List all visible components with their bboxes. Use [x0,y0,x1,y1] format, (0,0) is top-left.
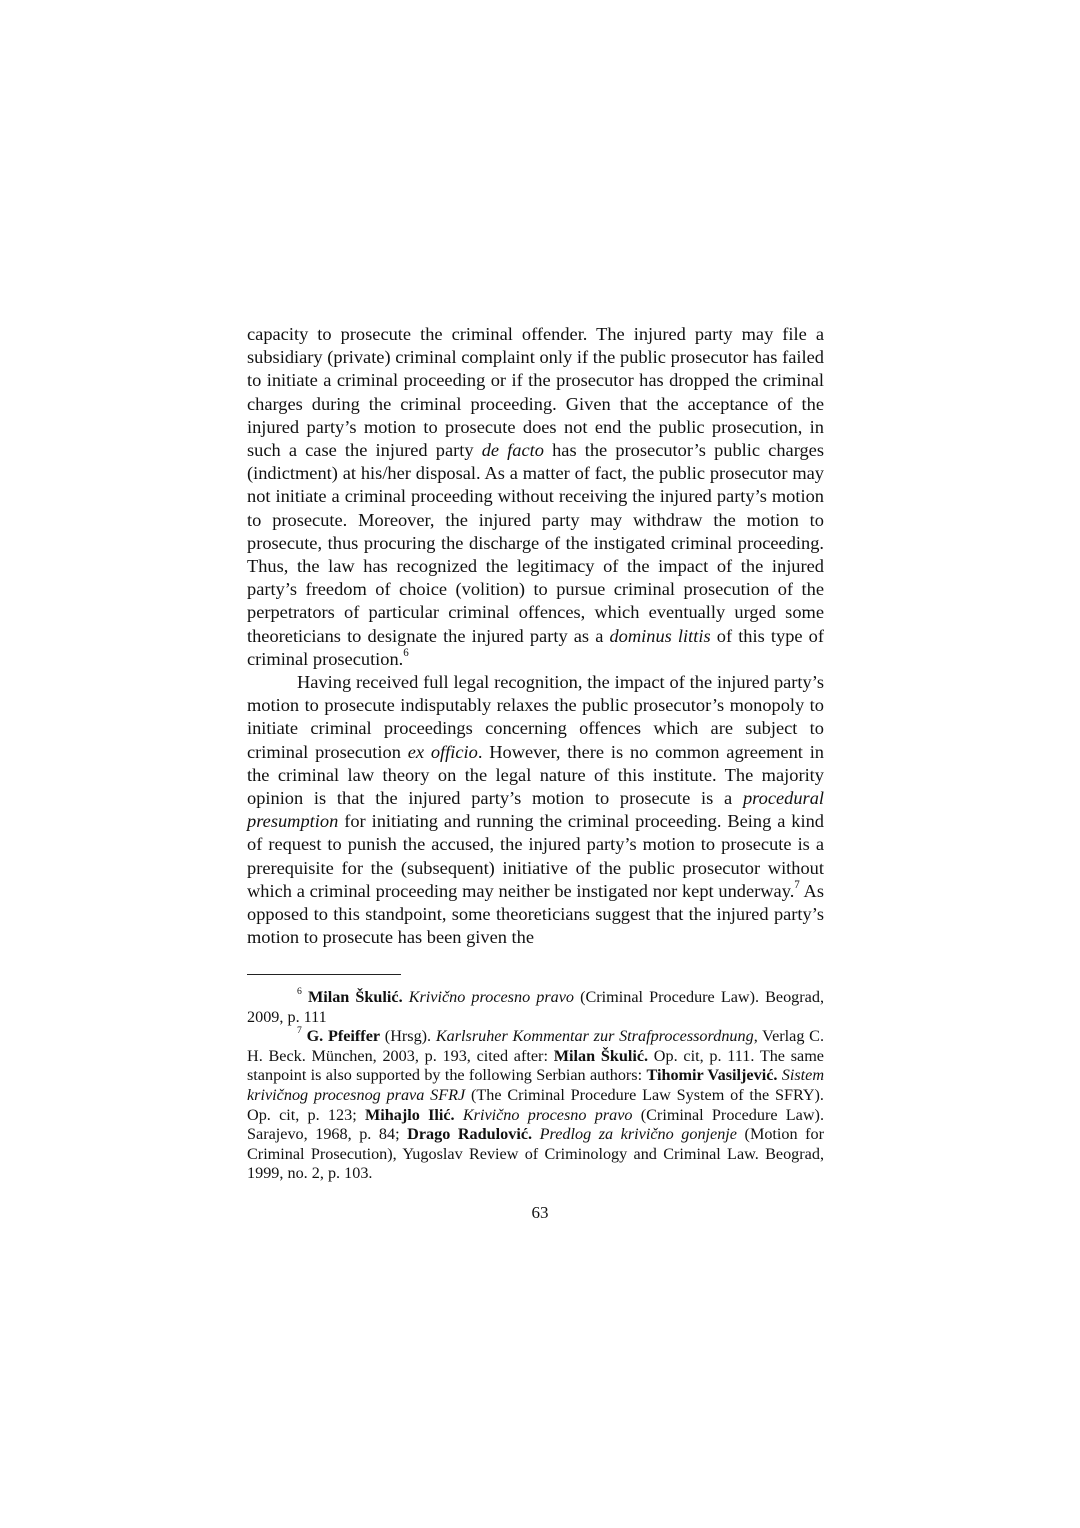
footnote-6-number: 6 [297,986,302,998]
footnote-7-title-krivicno: Krivično procesno pravo [462,1105,633,1124]
paragraph-1-text-b: has the prosecutor’s public charges (indictment) at his/her disposal. As a matter of fact, the public prosecutor may not initiate a criminal proceeding without receiving the injured party’s motion to prosecute. Moreover, the injured party may withdraw the motion to prosecute, thus procuring the discharge of the instigated criminal proceeding. Thus, the law has recognized the legitimacy of the impact of the injured party’s freedom of choice (volition) to pursue criminal prosecution of the perpetrators of particular criminal offences, which eventually urged some theoreticians to designate the injured party as a [247,440,824,646]
paragraph-1-text-a: capacity to prosecute the criminal offender. The injured party may file a subsidiary (private) criminal complaint only if the public prosecutor has failed to initiate a criminal proceeding or if the prosecutor has dropped the criminal charges during the criminal proceeding. Given that the acceptance of the injured party’s motion to prosecute does not end the public prosecution, in such a case the injured party [247,324,824,461]
footnote-7-author-skulic: Milan Škulić. [553,1046,649,1065]
footnote-6-title: Krivično procesno pravo [408,988,575,1006]
paragraph-1-text-c: of this type of criminal prosecution. [247,625,824,669]
page-number: 63 [531,1203,549,1222]
paragraph-1-italic-dominus-littis: dominus littis [609,625,711,646]
footnote-7-text-d: (The Criminal Procedure Law System of the SFRY). Op. cit, p. 123; [247,1085,824,1124]
footnote-7-author-radulovic: Drago Radulović. [407,1125,533,1144]
footnote-7-author-ilic: Mihajlo Ilić. [364,1105,455,1124]
paragraph-2-italic-procedural-presumption: procedural presumption [247,788,824,832]
footnotes [247,988,824,1184]
paragraph-2-text-c: for initiating and running the criminal proceeding. Being a kind of request to punish the accused, the injured party’s motion to prosecute is a prerequisite for the (subsequent) initiative of the public prosecutor without which a criminal proceeding may neither be instigated nor kept underway. [247,811,824,901]
footnote-7-text-f: (Motion for Criminal Prosecution), Yugoslav Review of Criminology and Criminal Law. Beograd, 1999, no. 2, p. 103. [247,1125,825,1183]
footnote-7-text-c: Op. cit, p. 111. The same stanpoint is also supported by the following Serbian authors: [247,1046,824,1085]
footnote-7-text-a: (Hrsg). [380,1027,436,1046]
paragraph-2-italic-ex-officio: ex officio [407,741,478,762]
footnote-6-text: (Criminal Procedure Law). Beograd, 2009, p. 111 [247,988,824,1026]
footnote-7-author-vasiljevic: Tihomir Vasiljević. [646,1066,778,1085]
main-text [247,323,824,949]
paragraph-1-italic-de-facto: de facto [481,440,544,461]
footnote-6-author: Milan Škulić. [307,988,403,1006]
footnote-7-author-pfeiffer: G. Pfeiffer [306,1027,381,1046]
footnote-6 [247,988,824,1027]
paragraph-2-text-a: Having received full legal recognition, the impact of the injured party’s motion to prosecute indisputably relaxes the public prosecutor’s monopoly to initiate criminal proceedings concerning offences which are subject to criminal prosecution [247,672,824,762]
paragraph-2-text-d: As opposed to this standpoint, some theoreticians suggest that the injured party’s motion to prosecute has been given the [247,880,824,948]
footnote-7-title-predlog: Predlog za krivično gonjenje [539,1125,737,1144]
footnote-separator [247,974,401,975]
paragraph-2 [247,671,824,949]
paragraph-2-text-b: . However, there is no common agreement in the criminal law theory on the legal nature of this institute. The majority opinion is that the injured party’s motion to prosecute is a [247,741,824,809]
footnote-ref-7[interactable]: 7 [794,879,800,892]
footnote-7-text-b: , Verlag C. H. Beck. München, 2003, p. 193, cited after: [247,1027,824,1065]
footnote-7-title-sistem: Sistem krivičnog procesnog prava SFRJ [247,1066,825,1104]
footnote-ref-6[interactable]: 6 [403,647,409,660]
footnote-7-number: 7 [297,1025,302,1037]
footnote-7-text-e: (Criminal Procedure Law). Sarajevo, 1968, p. 84; [247,1105,824,1144]
paragraph-1 [247,323,824,671]
footnote-7 [247,1027,824,1184]
footnote-7-title-karlsruher: Karlsruher Kommentar zur Strafprocessordnung [435,1027,754,1046]
